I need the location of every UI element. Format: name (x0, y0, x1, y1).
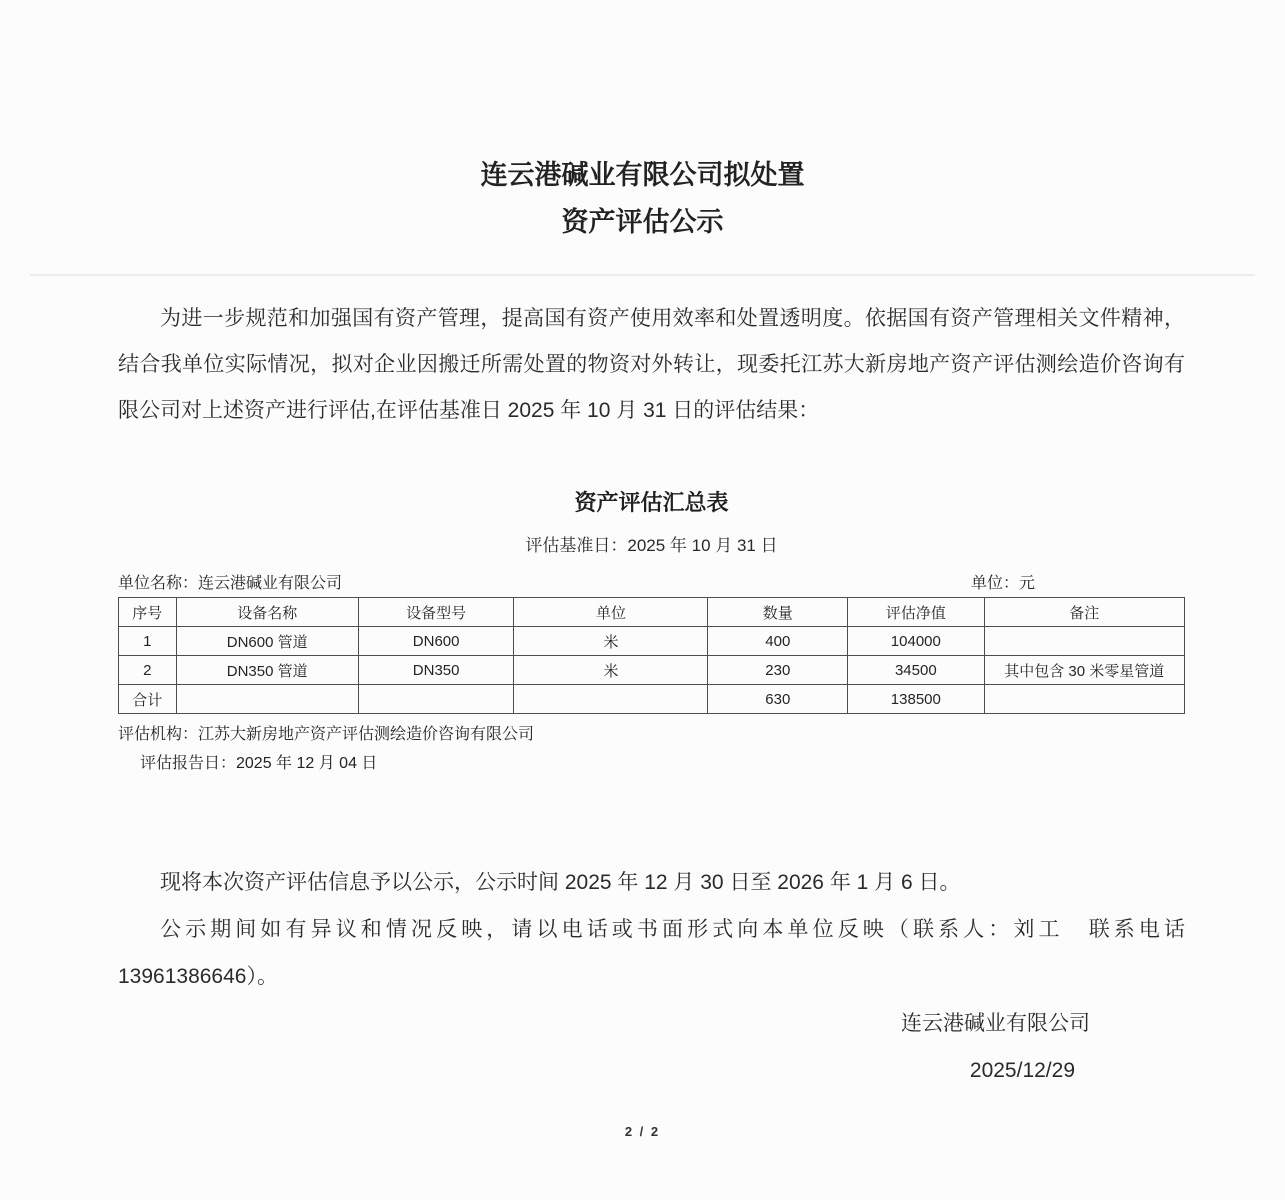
cell-unit: 米 (514, 627, 708, 656)
unit-label: 单位：元 (970, 575, 1035, 592)
signature-date: 2025/12/29 (969, 1059, 1075, 1082)
cell-unit (514, 685, 708, 714)
table-total-row (119, 685, 1185, 714)
header-seq: 序号 (119, 598, 177, 627)
cell-value: 138500 (848, 685, 984, 714)
asset-summary-table (118, 597, 1185, 714)
title-block (0, 0, 1285, 246)
doc-title-line2: 资产评估公示 (561, 207, 724, 237)
cell-name (176, 685, 358, 714)
cell-unit: 米 (514, 656, 708, 685)
header-unit: 单位 (514, 598, 708, 627)
cell-seq: 合计 (119, 685, 177, 714)
cell-qty: 630 (708, 685, 848, 714)
agency-line: 评估机构：江苏大新房地产资产评估测绘造价咨询有限公司 (118, 726, 535, 743)
cell-seq: 2 (119, 656, 177, 685)
signature-block (118, 1000, 1185, 1094)
publicity-paragraph: 现将本次资产评估信息予以公示，公示时间 2025 年 12 月 30 日至 2026 年 1 月 6 日。 (160, 871, 961, 894)
report-date-line: 评估报告日：2025 年 12 月 04 日 (140, 755, 378, 772)
header-qty: 数量 (708, 598, 848, 627)
announcement-block (118, 859, 1185, 1000)
doc-title-line1: 连云港碱业有限公司拟处置 (480, 160, 805, 190)
cell-qty: 400 (708, 627, 848, 656)
cell-value: 34500 (848, 656, 984, 685)
cell-remark (984, 685, 1184, 714)
table-row (119, 656, 1185, 685)
table-row (119, 627, 1185, 656)
cell-remark (984, 627, 1184, 656)
cell-value: 104000 (848, 627, 984, 656)
base-date-line: 评估基准日：2025 年 10 月 31 日 (525, 536, 778, 555)
cell-model: DN600 (358, 627, 514, 656)
cell-remark: 其中包含 30 米零星管道 (984, 656, 1184, 685)
table-meta-row (118, 570, 1185, 593)
header-value: 评估净值 (848, 598, 984, 627)
cell-name: DN600 管道 (176, 627, 358, 656)
cell-model: DN350 (358, 656, 514, 685)
cell-name: DN350 管道 (176, 656, 358, 685)
header-model: 设备型号 (358, 598, 514, 627)
title-divider (30, 274, 1255, 276)
signature-company: 连云港碱业有限公司 (901, 1012, 1090, 1035)
summary-table-title: 资产评估汇总表 (574, 490, 729, 515)
document-body (118, 296, 1185, 1094)
cell-qty: 230 (708, 656, 848, 685)
cell-model (358, 685, 514, 714)
header-name: 设备名称 (176, 598, 358, 627)
unit-name-line: 单位名称：连云港碱业有限公司 (118, 575, 343, 592)
intro-paragraph: 为进一步规范和加强国有资产管理，提高国有资产使用效率和处置透明度。依据国有资产管理相关文件精神，结合我单位实际情况，拟对企业因搬迁所需处置的物资对外转让，现委托江苏大新房地产资产评估测绘造价咨询有限公司对上述资产进行评估,在评估基准日 2025 年 10 月 31 日的评估结果： (118, 307, 1185, 422)
objection-paragraph: 公示期间如有异议和情况反映，请以电话或书面形式向本单位反映（联系人：刘工 联系电话 13961386646）。 (118, 918, 1185, 988)
table-header-row (119, 598, 1185, 627)
page-number: 2 / 2 (624, 1124, 661, 1139)
cell-seq: 1 (119, 627, 177, 656)
header-remark: 备注 (984, 598, 1184, 627)
